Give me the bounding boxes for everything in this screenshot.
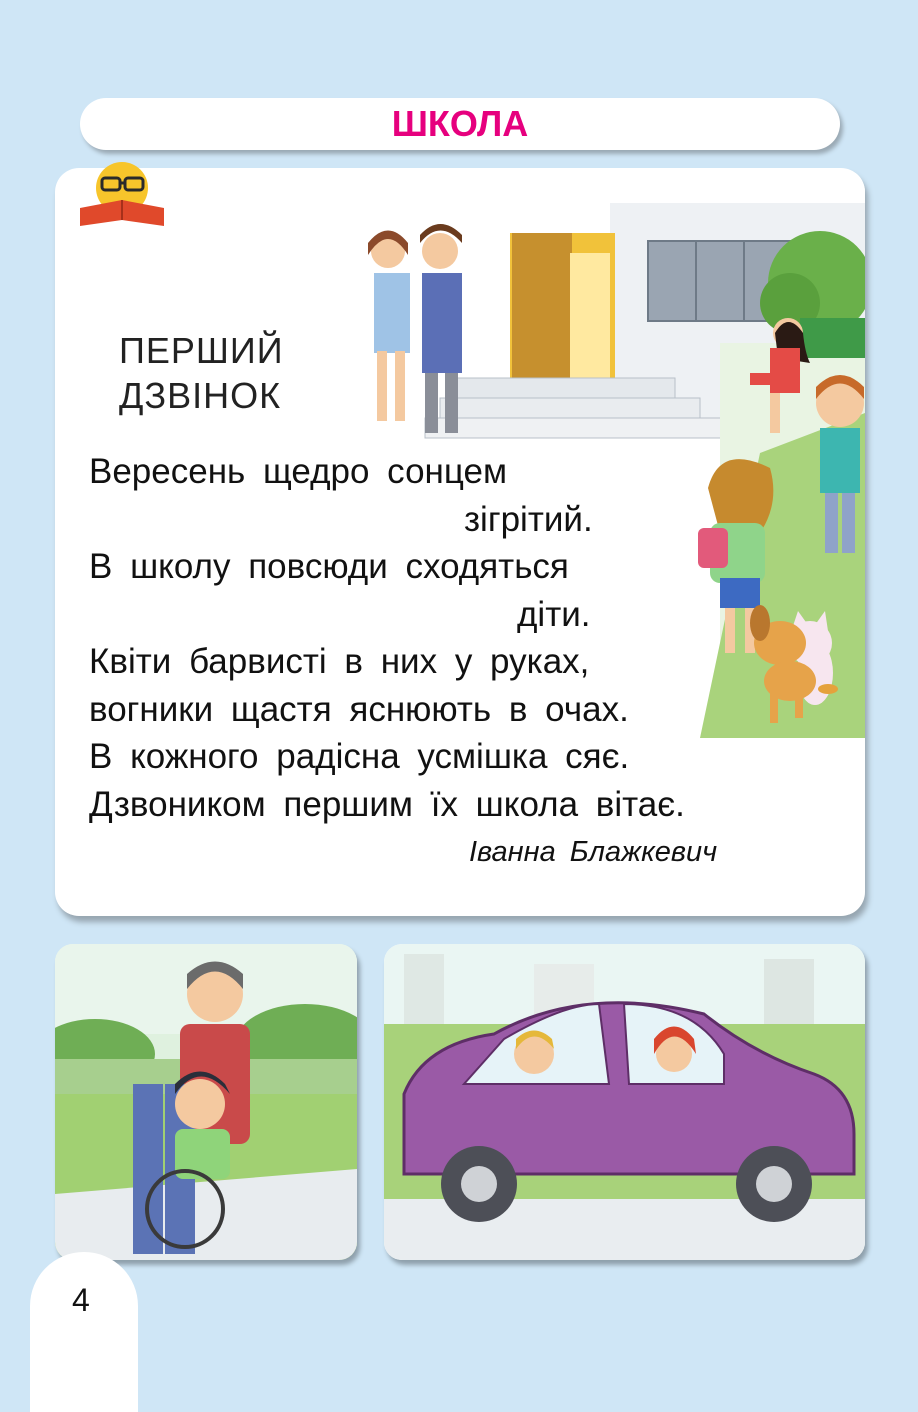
poem-text (89, 448, 685, 828)
poem-title (119, 328, 284, 418)
poem-line: В школу повсюди сходяться (89, 547, 569, 586)
page-number: 4 (72, 1282, 90, 1318)
poem-line: Дзвоником першим їх школа вітає. (89, 784, 685, 824)
page-number-badge (30, 1252, 138, 1412)
poem-line: діти. (517, 594, 591, 634)
poem-line: зігрітий. (464, 499, 593, 539)
grandfather-wheelchair-picture (55, 944, 357, 1260)
family-car-picture (384, 944, 865, 1260)
poem-title-line: ДЗВІНОК (119, 375, 282, 416)
poem-line: В кожного радісна усмішка сяє. (89, 737, 630, 776)
poem-author: Іванна Блажкевич (469, 836, 718, 868)
reading-smiley-icon (72, 158, 172, 230)
poem-card (55, 168, 865, 916)
section-header (80, 98, 840, 150)
poem-line: Вересень щедро сонцем (89, 452, 508, 491)
poem-line: вогники щастя яснюють в очах. (89, 689, 629, 729)
poem-line: Квіти барвисті в них у руках, (89, 642, 590, 681)
section-title: ШКОЛА (391, 103, 529, 144)
poem-title-line: ПЕРШИЙ (119, 330, 284, 371)
